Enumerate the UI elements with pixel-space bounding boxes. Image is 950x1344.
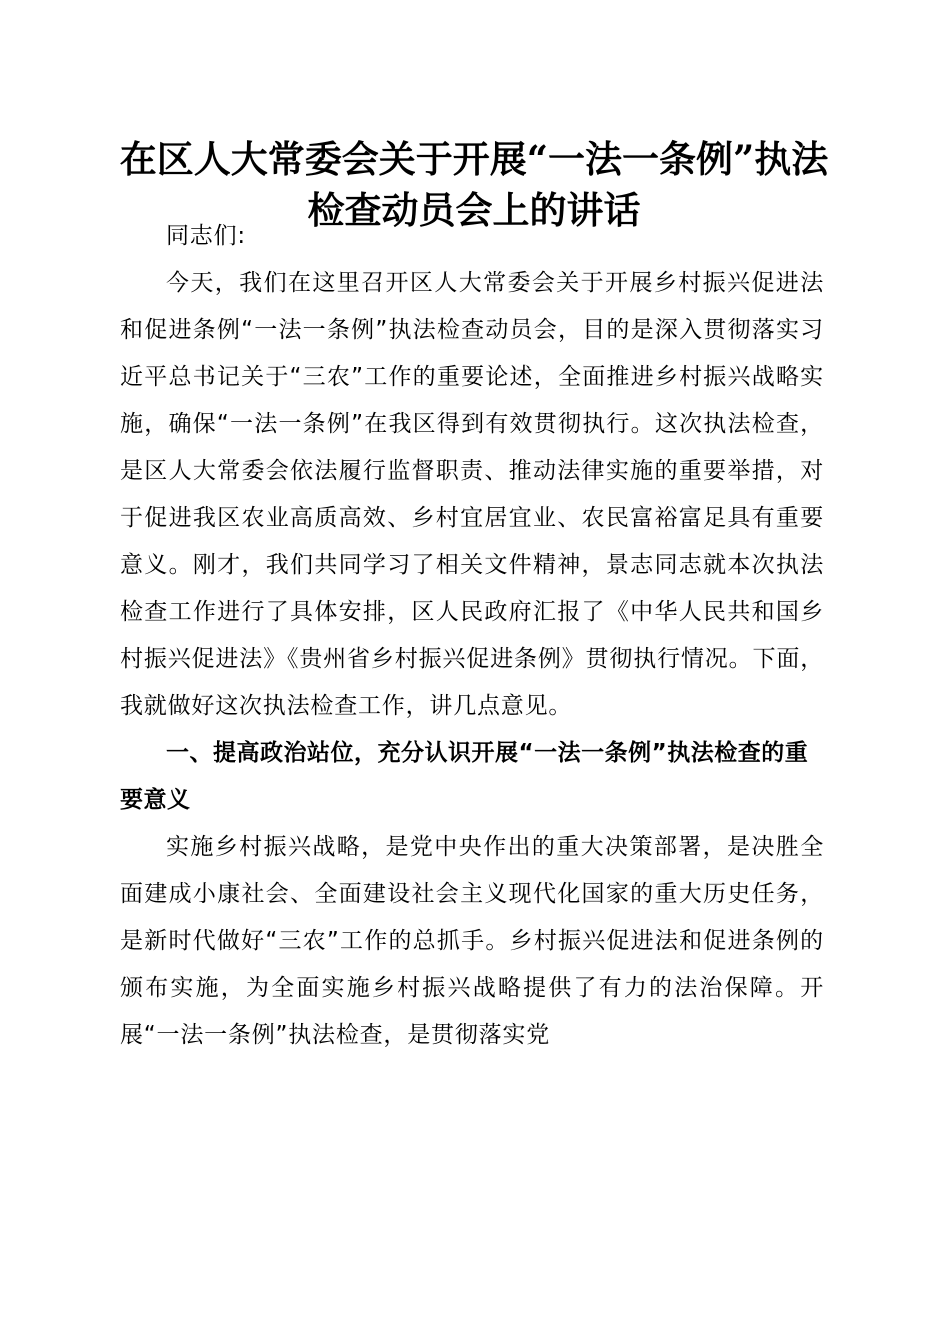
title-line-2: 检查动员会上的讲话 <box>307 188 641 232</box>
opening-paragraph: 今天，我们在这里召开区人大常委会关于开展乡村振兴促进法和促进条例“一法一条例”执法检查动员会，目的是深入贯彻落实习近平总书记关于“三农”工作的重要论述，全面推进乡村振兴战略实施，确保“一法一条例”在我区得到有效贯彻执行。这次执法检查，是区人大常委会依法履行监督职责、推动法律实施的重要举措，对于促进我区农业高质高效、乡村宜居宜业、农民富裕富足具有重要意义。刚才，我们共同学习了相关文件精神，景志同志就本次执法检查工作进行了具体安排，区人民政府汇报了《中华人民共和国乡村振兴促进法》《贵州省乡村振兴促进条例》贯彻执行情况。下面，我就做好这次执法检查工作，讲几点意见。 <box>120 270 824 719</box>
title-line-1: 在区人大常委会关于开展“一法一条例”执法 <box>119 137 829 181</box>
salutation: 同志们: <box>166 223 246 249</box>
document-body <box>120 213 824 1059</box>
section-1-paragraph: 实施乡村振兴战略，是党中央作出的重大决策部署，是决胜全面建成小康社会、全面建设社会主义现代化国家的重大历史任务，是新时代做好“三农”工作的总抓手。乡村振兴促进法和促进条例的颁布实施，为全面实施乡村振兴战略提供了有力的法治保障。开展“一法一条例”执法检查，是贯彻落实党 <box>120 834 824 1048</box>
section-heading-1: 一、提高政治站位，充分认识开展“一法一条例”执法检查的重要意义 <box>120 740 809 813</box>
